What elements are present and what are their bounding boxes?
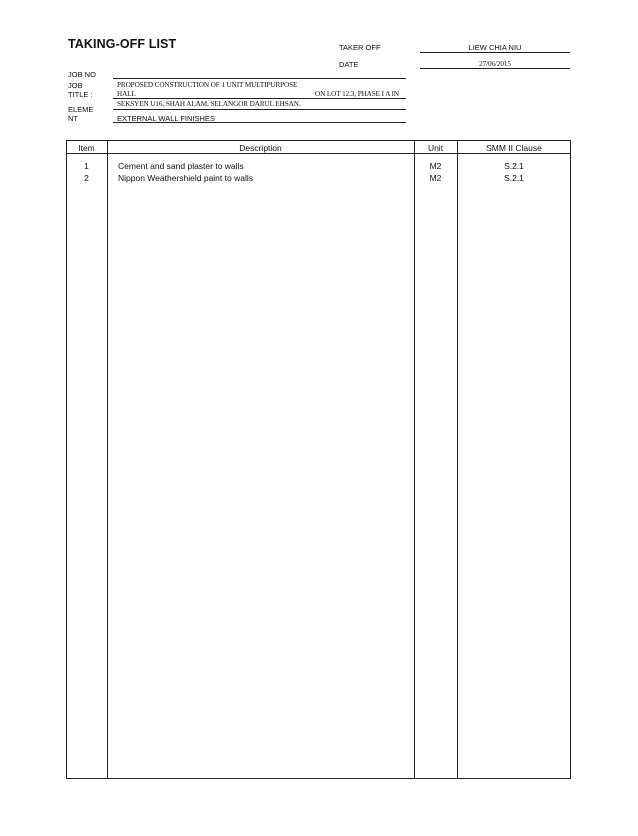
takeoff-table [66,140,571,779]
date-label: DATE [339,60,359,69]
job-title-line-3: SEKSYEN U16, SHAH ALAM, SELANGOR DARUL EHSAN. [117,100,301,108]
job-title-label-1: JOB [68,81,83,90]
job-title-line-1: PROPOSED CONSTRUCTION OF 1 UNIT MULTIPURPOSE [117,81,298,89]
job-no-underline [113,78,406,79]
job-title-line-3-underline [113,109,406,110]
row-2-unit: M2 [429,173,442,183]
job-title-line-2-right: ON LOT 12.3, PHASE I A IN [315,90,400,98]
element-label-1: ELEME [68,105,94,114]
job-title-underline [113,98,406,99]
row-1-item: 1 [84,161,89,171]
date-value: 27/06/2015 [479,60,511,68]
element-underline [113,122,406,123]
row-2-description: Nippon Weathershield paint to walls [118,173,253,183]
taker-off-label: TAKER OFF [339,43,381,52]
column-header-item: Item [78,143,95,153]
column-header-description: Description [239,143,282,153]
job-title-line-2-left: HALL [117,90,136,98]
date-underline [420,68,570,69]
column-divider-item [107,140,108,779]
taker-off-underline [420,52,570,53]
element-value: EXTERNAL WALL FINISHES [117,114,215,123]
job-title-label-2: TITLE : [68,90,93,99]
element-label-2: NT [68,114,78,123]
row-1-description: Cement and sand plaster to walls [118,161,244,171]
column-header-unit: Unit [427,143,444,153]
row-1-clause: S.2.1 [504,161,524,171]
column-divider-description [414,140,415,779]
row-1-unit: M2 [429,161,442,171]
column-header-smm-clause: SMM II Clause [486,143,542,153]
table-header-divider [66,153,571,154]
taker-off-value: LIEW CHIA NIU [468,43,522,52]
column-divider-unit [457,140,458,779]
row-2-item: 2 [84,173,89,183]
row-2-clause: S.2.1 [504,173,524,183]
job-no-label: JOB NO [68,70,96,79]
page-title: TAKING-OFF LIST [68,37,177,51]
